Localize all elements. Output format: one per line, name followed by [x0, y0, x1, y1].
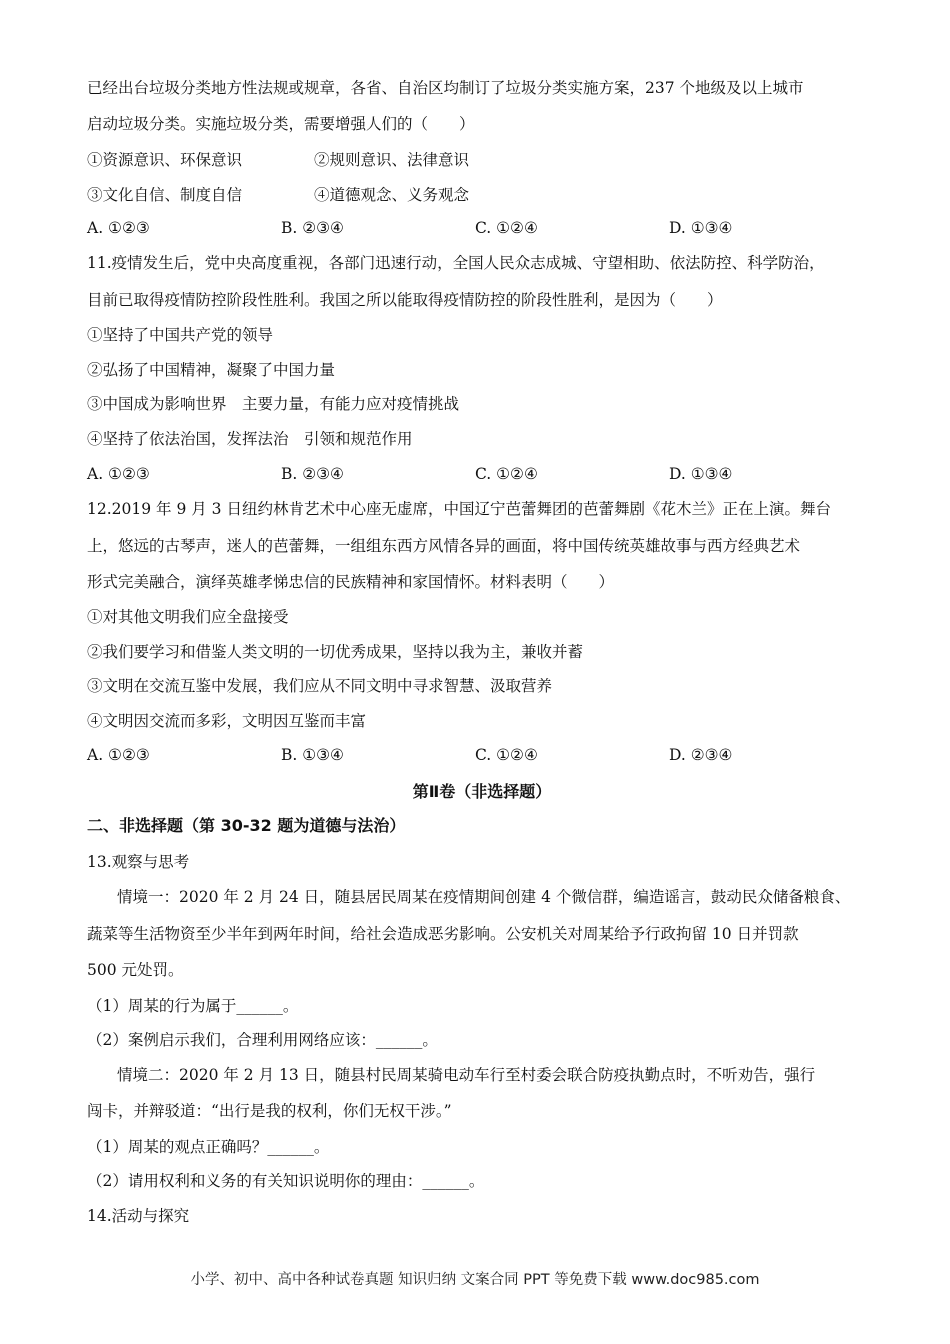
q12-stem-line-2: 上，悠远的古琴声，迷人的芭蕾舞，一组组东西方风情各异的画面，将中国传统英雄故事与西方经典艺术	[87, 537, 801, 555]
q12-option-3: ③文明在交流互鉴中发展，我们应从不同文明中寻求智慧、汲取营养	[87, 677, 553, 695]
q11-choice-b: B. ②③④	[281, 465, 344, 483]
q10-choice-b: B. ②③④	[281, 219, 344, 237]
q13-scenario-1-line-2: 蔬菜等生活物资至少半年到两年时间，给社会造成恶劣影响。公安机关对周某给予行政拘留 10 日并罚款	[87, 925, 799, 943]
q13-scenario-1-question-1: （1）周某的行为属于______。	[87, 997, 299, 1015]
q11-option-2: ②弘扬了中国精神，凝聚了中国力量	[87, 361, 336, 379]
q13-scenario-1-line-3: 500 元处罚。	[87, 961, 184, 979]
q12-option-2: ②我们要学习和借鉴人类文明的一切优秀成果，坚持以我为主，兼收并蓄	[87, 643, 584, 661]
q12-choices	[87, 745, 877, 765]
q13-scenario-2-question-2: （2）请用权利和义务的有关知识说明你的理由：______。	[87, 1172, 485, 1190]
q10-options-row-1	[87, 148, 877, 168]
q10-choice-c: C. ①②④	[475, 219, 538, 237]
q10-option-3: ③文化自信、制度自信	[87, 186, 243, 204]
q13-scenario-1-line-1: 情境一：2020 年 2 月 24 日，随县居民周某在疫情期间创建 4 个微信群，编造谣言，鼓动民众储备粮食、	[117, 888, 851, 906]
q13-scenario-2-line-1: 情境二：2020 年 2 月 13 日，随县村民周某骑电动车行至村委会联合防疫执勤点时，不听劝告，强行	[117, 1066, 816, 1084]
q12-stem-line-1: 12.2019 年 9 月 3 日纽约林肯艺术中心座无虚席，中国辽宁芭蕾舞团的芭蕾舞剧《花木兰》正在上演。舞台	[87, 500, 831, 518]
q12-choice-c: C. ①②④	[475, 746, 538, 764]
q10-choices	[87, 218, 877, 238]
q10-stem-line-1: 已经出台垃圾分类地方性法规或规章，各省、自治区均制订了垃圾分类实施方案，237 个地级及以上城市	[87, 79, 804, 97]
q10-option-2: ②规则意识、法律意识	[314, 151, 470, 169]
q11-option-1: ①坚持了中国共产党的领导	[87, 326, 274, 344]
q12-choice-b: B. ①③④	[281, 746, 344, 764]
q11-choices	[87, 464, 877, 484]
q11-choice-d: D. ①③④	[669, 465, 733, 483]
q13-scenario-2-question-1: （1）周某的观点正确吗？______。	[87, 1138, 330, 1156]
q11-choice-a: A. ①②③	[87, 465, 150, 483]
page-footer: 小学、初中、高中各种试卷真题 知识归纳 文案合同 PPT 等免费下载 www.doc985.com	[190, 1272, 760, 1288]
q12-option-4: ④文明因交流而多彩，文明因互鉴而丰富	[87, 712, 367, 730]
q10-choice-d: D. ①③④	[669, 219, 733, 237]
q13-scenario-2-line-2: 闯卡，并辩驳道：“出行是我的权利，你们无权干涉。”	[87, 1102, 452, 1120]
q10-options-row-2	[87, 183, 877, 203]
q11-option-4: ④坚持了依法治国，发挥法治 引领和规范作用	[87, 430, 413, 448]
q12-stem-line-3: 形式完美融合，演绎英雄孝悌忠信的民族精神和家国情怀。材料表明（ ）	[87, 573, 615, 591]
q10-stem-line-2: 启动垃圾分类。实施垃圾分类，需要增强人们的（ ）	[87, 115, 475, 133]
q12-choice-d: D. ②③④	[669, 746, 733, 764]
section-title: 第Ⅱ卷（非选择题）	[412, 782, 552, 801]
q14-title: 14.活动与探究	[87, 1207, 190, 1225]
q13-scenario-1-question-2: （2）案例启示我们，合理利用网络应该：______。	[87, 1031, 438, 1049]
q11-choice-c: C. ①②④	[475, 465, 538, 483]
q11-option-3: ③中国成为影响世界 主要力量，有能力应对疫情挑战	[87, 395, 460, 413]
section-heading: 二、非选择题（第 30-32 题为道德与法治）	[87, 816, 406, 835]
q10-choice-a: A. ①②③	[87, 219, 150, 237]
q10-option-4: ④道德观念、义务观念	[314, 186, 470, 204]
q11-stem-line-1: 11.疫情发生后，党中央高度重视，各部门迅速行动，全国人民众志成城、守望相助、依法防控、科学防治，	[87, 254, 825, 272]
q13-title: 13.观察与思考	[87, 853, 190, 871]
q12-choice-a: A. ①②③	[87, 746, 150, 764]
q10-option-1: ①资源意识、环保意识	[87, 151, 243, 169]
q12-option-1: ①对其他文明我们应全盘接受	[87, 608, 289, 626]
q11-stem-line-2: 目前已取得疫情防控阶段性胜利。我国之所以能取得疫情防控的阶段性胜利，是因为（ ）	[87, 291, 723, 309]
